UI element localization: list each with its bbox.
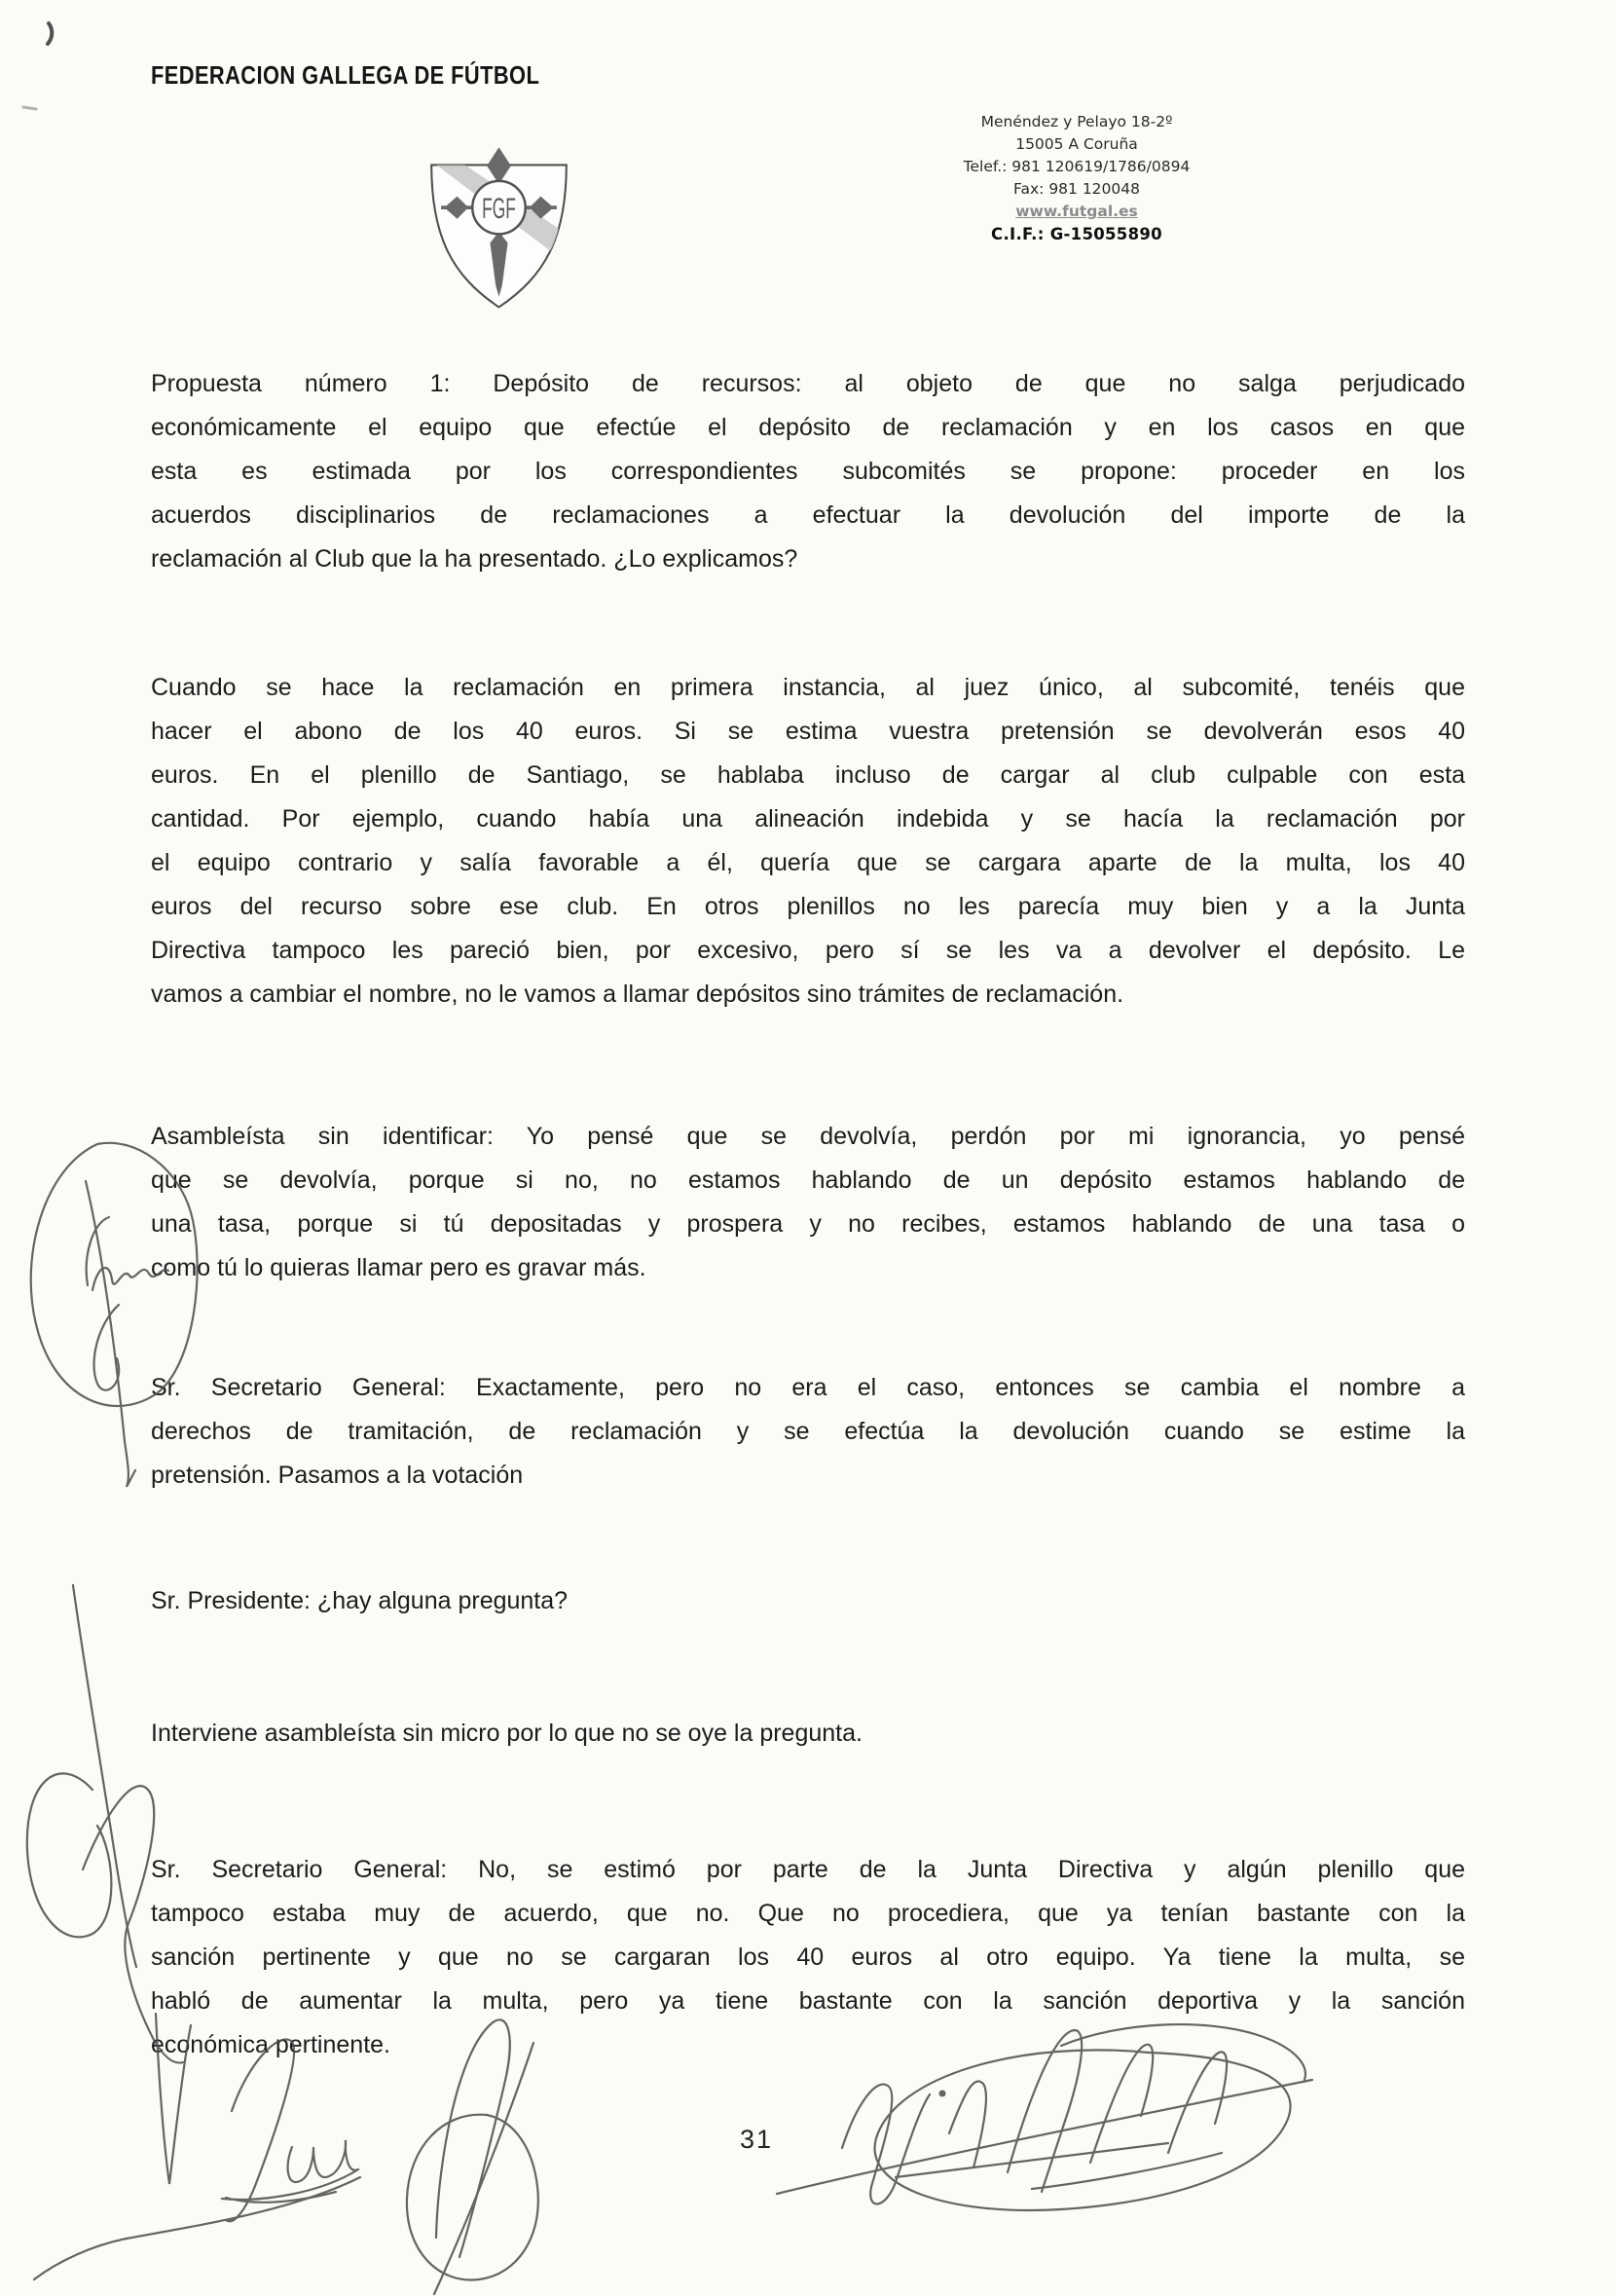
federation-shield-logo [419, 141, 579, 316]
fax-line: Fax: 981 120048 [1013, 180, 1140, 198]
text-line: Propuesta número 1: Depósito de recursos: al objeto de que no salga perjudicado [151, 370, 1465, 397]
text-line: Cuando se hace la reclamación en primera instancia, al juez único, al subcomité, tenéis que [151, 674, 1465, 701]
address-line-2: 15005 A Coruña [1015, 135, 1138, 153]
text-line: Interviene asambleísta sin micro por lo que no se oye la pregunta. [151, 1720, 863, 1747]
text-line: Asambleísta sin identificar: Yo pensé que se devolvía, perdón por mi ignorancia, yo pensé [151, 1123, 1465, 1150]
address-line-1: Menéndez y Pelayo 18-2º [980, 113, 1173, 130]
text-line: Sr. Presidente: ¿hay alguna pregunta? [151, 1587, 569, 1614]
paragraph-president-question [151, 1579, 1465, 1623]
text-line: euros. En el plenillo de Santiago, se hablaba incluso de cargar al club culpable con esta [151, 761, 1465, 789]
text-line: acuerdos disciplinarios de reclamaciones a efectuar la devolución del importe de la [151, 501, 1465, 529]
text-line: hacer el abono de los 40 euros. Si se estima vuestra pretensión se devolverán esos 40 [151, 718, 1465, 745]
paragraph-proposal-1 [151, 362, 1465, 581]
text-line: Directiva tampoco les pareció bien, por excesivo, pero sí se les va a devolver el depósito. Le [151, 937, 1465, 964]
paragraph-intervention-note [151, 1712, 1465, 1756]
text-line: habló de aumentar la multa, pero ya tiene bastante con la sanción deportiva y la sanción [151, 1987, 1465, 2015]
text-line: Sr. Secretario General: No, se estimó por parte de la Junta Directiva y algún plenillo que [151, 1856, 1465, 1883]
text-line: vamos a cambiar el nombre, no le vamos a llamar depósitos sino trámites de reclamación. [151, 981, 1124, 1008]
text-line: derechos de tramitación, de reclamación y se efectúa la devolución cuando se estime la [151, 1418, 1465, 1445]
document-body [151, 362, 1465, 2067]
scan-artifact [23, 107, 36, 109]
page-number: 31 [740, 2125, 774, 2154]
cif-line: C.I.F.: G-15055890 [991, 225, 1162, 243]
text-line: pretensión. Pasamos a la votación [151, 1462, 524, 1489]
text-line: cantidad. Por ejemplo, cuando había una alineación indebida y se hacía la reclamación por [151, 805, 1465, 833]
text-line: tampoco estaba muy de acuerdo, que no. Que no procediera, que ya tenían bastante con la [151, 1900, 1465, 1927]
text-line: como tú lo quieras llamar pero es gravar más. [151, 1254, 646, 1281]
phone-line: Telef.: 981 120619/1786/0894 [963, 158, 1191, 175]
paragraph-secretary-general-1 [151, 1366, 1465, 1498]
text-line: esta es estimada por los correspondientes subcomités se propone: proceder en los [151, 458, 1465, 485]
text-line: una tasa, porque si tú depositadas y prospera y no recibes, estamos hablando de una tasa o [151, 1210, 1465, 1238]
text-line: Sr. Secretario General: Exactamente, pero no era el caso, entonces se cambia el nombre a [151, 1374, 1465, 1401]
organization-title: FEDERACION GALLEGA DE FÚTBOL [151, 60, 540, 90]
logo-initials: FGF [482, 192, 516, 225]
text-line: el equipo contrario y salía favorable a él, quería que se cargara aparte de la multa, los 40 [151, 849, 1465, 876]
website-link: www.futgal.es [1015, 203, 1138, 220]
paragraph-explanation [151, 666, 1465, 1017]
text-line: reclamación al Club que la ha presentado. ¿Lo explicamos? [151, 545, 798, 573]
scan-artifact [48, 23, 52, 44]
text-line: económica pertinente. [151, 2031, 390, 2058]
signature-gua [34, 2039, 360, 2279]
text-line: euros del recurso sobre ese club. En otros plenillos no les parecía muy bien y a la Junta [151, 893, 1465, 920]
letterhead-contact-block [915, 111, 1238, 245]
paragraph-secretary-general-2 [151, 1848, 1465, 2067]
text-line: sanción pertinente y que no se cargaran los 40 euros al otro equipo. Ya tiene la multa, se [151, 1944, 1465, 1971]
text-line: económicamente el equipo que efectúe el depósito de reclamación y en los casos en que [151, 414, 1465, 441]
text-line: que se devolvía, porque si no, no estamos hablando de un depósito estamos hablando de [151, 1167, 1465, 1194]
paragraph-assembly-member [151, 1115, 1465, 1290]
